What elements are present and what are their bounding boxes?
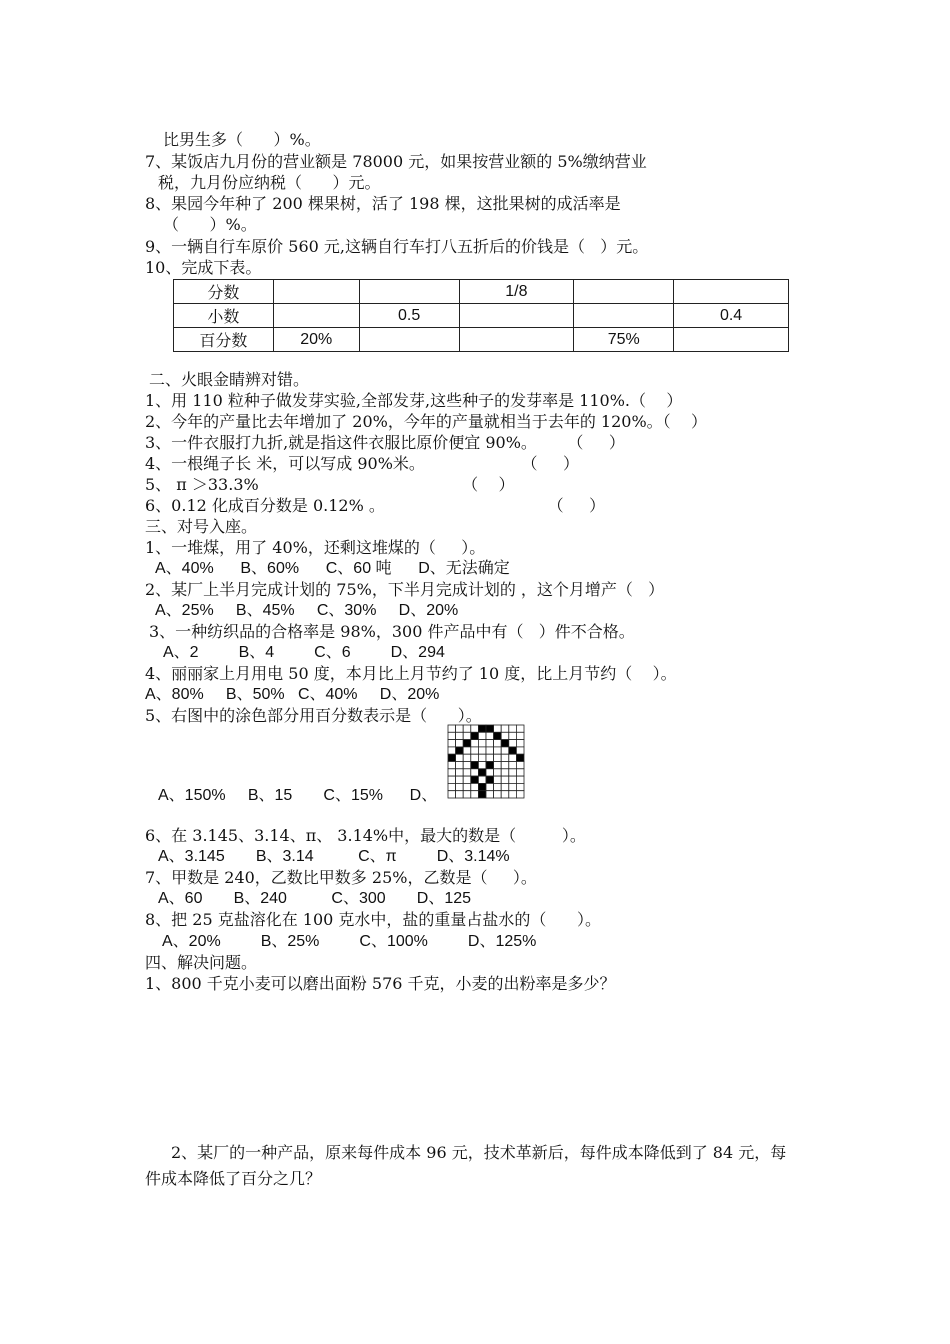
true-false-item-5: 5、 π ＞33.3% （ ） (145, 475, 515, 494)
grid-cell (463, 776, 471, 783)
grid-cell-shaded (478, 769, 486, 776)
grid-cell (516, 783, 524, 790)
choice-question-6: 6、在 3.145、3.14、π、 3.14%中，最大的数是（ ）。 (145, 826, 586, 845)
conversion-table (173, 279, 789, 352)
section-2-title: 二、火眼金睛辨对错。 (149, 370, 310, 389)
table-cell (574, 304, 674, 328)
grid-cell (516, 747, 524, 754)
grid-cell (478, 732, 486, 739)
grid-cell (501, 732, 509, 739)
grid-cell (501, 769, 509, 776)
table-row (174, 304, 789, 328)
grid-cell (448, 732, 456, 739)
grid-cell-shaded (448, 754, 456, 761)
grid-cell (456, 791, 464, 798)
grid-cell (509, 783, 517, 790)
choice-question-7: 7、甲数是 240，乙数比甲数多 25%，乙数是（ ）。 (145, 868, 537, 887)
grid-cell (463, 762, 471, 769)
table-cell (359, 328, 459, 352)
grid-cell (516, 762, 524, 769)
grid-cell (501, 762, 509, 769)
grid-cell-shaded (478, 725, 486, 732)
true-false-item-4: 4、一根绳子长 米，可以写成 90%米。 （ ） (145, 454, 579, 473)
question-6-tail: 比男生多（ ）%。 (163, 130, 321, 149)
table-cell (359, 280, 459, 304)
table-cell: 0.5 (359, 304, 459, 328)
grid-cell (478, 747, 486, 754)
true-false-item-3: 3、一件衣服打九折,就是指这件衣服比原价便宜 90%。 （ ） (145, 433, 625, 452)
grid-cell (463, 732, 471, 739)
grid-cell (448, 762, 456, 769)
choice-options-5: A、150% B、15 C、15% D、 (158, 787, 438, 804)
grid-cell (509, 725, 517, 732)
table-cell: 75% (574, 328, 674, 352)
grid-cell (456, 783, 464, 790)
grid-cell (501, 791, 509, 798)
word-problem-2-cont: 件成本降低了百分之几？ (145, 1169, 322, 1188)
grid-cell (486, 791, 494, 798)
choice-question-3: 3、一种纺织品的合格率是 98%，300 件产品中有（ ）件不合格。 (149, 622, 635, 641)
grid-cell (494, 740, 502, 747)
grid-cell (456, 725, 464, 732)
table-cell (574, 280, 674, 304)
grid-cell (509, 769, 517, 776)
grid-cell-shaded (456, 747, 464, 754)
grid-cell-shaded (471, 776, 479, 783)
grid-cell (501, 747, 509, 754)
table-cell (273, 304, 359, 328)
grid-cell (516, 791, 524, 798)
grid-cell (478, 754, 486, 761)
grid-cell (509, 740, 517, 747)
grid-cell (501, 783, 509, 790)
table-cell: 小数 (174, 304, 274, 328)
table-row (174, 280, 789, 304)
grid-cell (486, 754, 494, 761)
grid-cell (486, 747, 494, 754)
grid-cell-shaded (501, 740, 509, 747)
grid-cell (516, 776, 524, 783)
grid-cell (456, 732, 464, 739)
choice-question-4: 4、丽丽家上月用电 50 度，本月比上月节约了 10 度，比上月节约（ ）。 (145, 664, 677, 683)
true-false-item-1: 1、用 110 粒种子做发芽实验,全部发芽,这些种子的发芽率是 110%.（ ） (145, 391, 683, 410)
grid-cell (494, 754, 502, 761)
grid-cell (448, 791, 456, 798)
choice-question-1: 1、一堆煤，用了 40%，还剩这堆煤的（ ）。 (145, 538, 486, 557)
grid-cell (516, 740, 524, 747)
table-cell (674, 280, 789, 304)
grid-cell (448, 740, 456, 747)
grid-cell-shaded (486, 725, 494, 732)
grid-cell-shaded (516, 754, 524, 761)
grid-cell (486, 740, 494, 747)
grid-cell (456, 769, 464, 776)
grid-cell (463, 769, 471, 776)
grid-cell (509, 762, 517, 769)
grid-cell (456, 754, 464, 761)
question-7: 7、某饭店九月份的营业额是 78000 元，如果按营业额的 5%缴纳营业 (145, 152, 647, 171)
grid-cell (471, 725, 479, 732)
choice-options-7: A、60 B、240 C、300 D、125 (158, 890, 472, 907)
choice-options-3: A、2 B、4 C、6 D、294 (163, 644, 445, 661)
grid-cell (516, 769, 524, 776)
table-cell: 1/8 (459, 280, 574, 304)
choice-options-8: A、20% B、25% C、100% D、125% (162, 933, 537, 950)
grid-cell (486, 732, 494, 739)
table-cell: 20% (273, 328, 359, 352)
question-8-cont: （ ）%。 (163, 215, 257, 234)
grid-cell (516, 725, 524, 732)
grid-cell (471, 791, 479, 798)
grid-cell (456, 762, 464, 769)
grid-cell (509, 732, 517, 739)
grid-cell (509, 754, 517, 761)
grid-cell-shaded (478, 783, 486, 790)
grid-cell (471, 747, 479, 754)
grid-cell (463, 725, 471, 732)
section-3-title: 三、对号入座。 (145, 517, 258, 536)
grid-cell (494, 776, 502, 783)
grid-cell (516, 732, 524, 739)
choice-question-8: 8、把 25 克盐溶化在 100 克水中，盐的重量占盐水的（ ）。 (145, 910, 601, 929)
grid-cell (494, 762, 502, 769)
grid-cell (471, 740, 479, 747)
table-cell: 分数 (174, 280, 274, 304)
grid-cell (463, 791, 471, 798)
grid-cell-shaded (486, 762, 494, 769)
word-problem-1: 1、800 千克小麦可以磨出面粉 576 千克，小麦的出粉率是多少？ (145, 974, 616, 993)
grid-cell (494, 725, 502, 732)
grid-cell (501, 776, 509, 783)
grid-cell (509, 791, 517, 798)
grid-cell (486, 769, 494, 776)
grid-cell (448, 725, 456, 732)
grid-cell (478, 776, 486, 783)
section-4-title: 四、解决问题。 (145, 953, 258, 972)
word-problem-2: 2、某厂的一种产品，原来每件成本 96 元，技术革新后，每件成本降低到了 84 元，每 (171, 1143, 787, 1162)
table-cell: 0.4 (674, 304, 789, 328)
grid-cell-shaded (478, 791, 486, 798)
table-cell (459, 304, 574, 328)
grid-cell-shaded (471, 732, 479, 739)
table-cell (273, 280, 359, 304)
table-cell (459, 328, 574, 352)
grid-cell (478, 762, 486, 769)
grid-cell (471, 754, 479, 761)
grid-cell-shaded (471, 762, 479, 769)
grid-cell (501, 754, 509, 761)
choice-options-4: A、80% B、50% C、40% D、20% (145, 686, 440, 703)
question-10: 10、完成下表。 (145, 258, 262, 277)
choice-options-6: A、3.145 B、3.14 C、π D、3.14% (158, 848, 510, 865)
grid-cell (494, 791, 502, 798)
grid-cell-shaded (509, 747, 517, 754)
grid-cell (448, 783, 456, 790)
question-7-cont: 税，九月份应纳税（ ）元。 (158, 173, 381, 192)
grid-cell (463, 747, 471, 754)
grid-cell (456, 740, 464, 747)
choice-question-2: 2、某厂上半月完成计划的 75%，下半月完成计划的 ，这个月增产（ ） (145, 580, 665, 599)
table-row (174, 328, 789, 352)
grid-cell (486, 783, 494, 790)
grid-cell-shaded (463, 740, 471, 747)
grid-cell (448, 769, 456, 776)
grid-cell-shaded (494, 732, 502, 739)
true-false-item-6: 6、0.12 化成百分数是 0.12% 。 （ ） (145, 496, 606, 515)
grid-cell (471, 783, 479, 790)
grid-cell (494, 747, 502, 754)
choice-options-2: A、25% B、45% C、30% D、20% (155, 602, 459, 619)
table-cell: 百分数 (174, 328, 274, 352)
choice-options-1: A、40% B、60% C、60 吨 D、无法确定 (155, 560, 510, 577)
table-cell (674, 328, 789, 352)
grid-cell (463, 783, 471, 790)
choice-question-5: 5、右图中的涂色部分用百分数表示是（ ）。 (145, 706, 482, 725)
grid-cell-shaded (486, 776, 494, 783)
grid-cell (494, 783, 502, 790)
grid-cell (509, 776, 517, 783)
grid-cell (463, 754, 471, 761)
question-9: 9、一辆自行车原价 560 元,这辆自行车打八五折后的价钱是（ ）元。 (145, 237, 649, 256)
grid-cell (478, 740, 486, 747)
shaded-grid-figure (447, 724, 527, 800)
grid-cell (471, 769, 479, 776)
question-8: 8、果园今年种了 200 棵果树，活了 198 棵，这批果树的成活率是 (145, 194, 621, 213)
grid-cell (456, 776, 464, 783)
grid-cell (501, 725, 509, 732)
grid-cell (448, 776, 456, 783)
grid-cell (494, 769, 502, 776)
true-false-item-2: 2、今年的产量比去年增加了 20%，今年的产量就相当于去年的 120%。（ ） (145, 412, 708, 431)
grid-cell (448, 747, 456, 754)
